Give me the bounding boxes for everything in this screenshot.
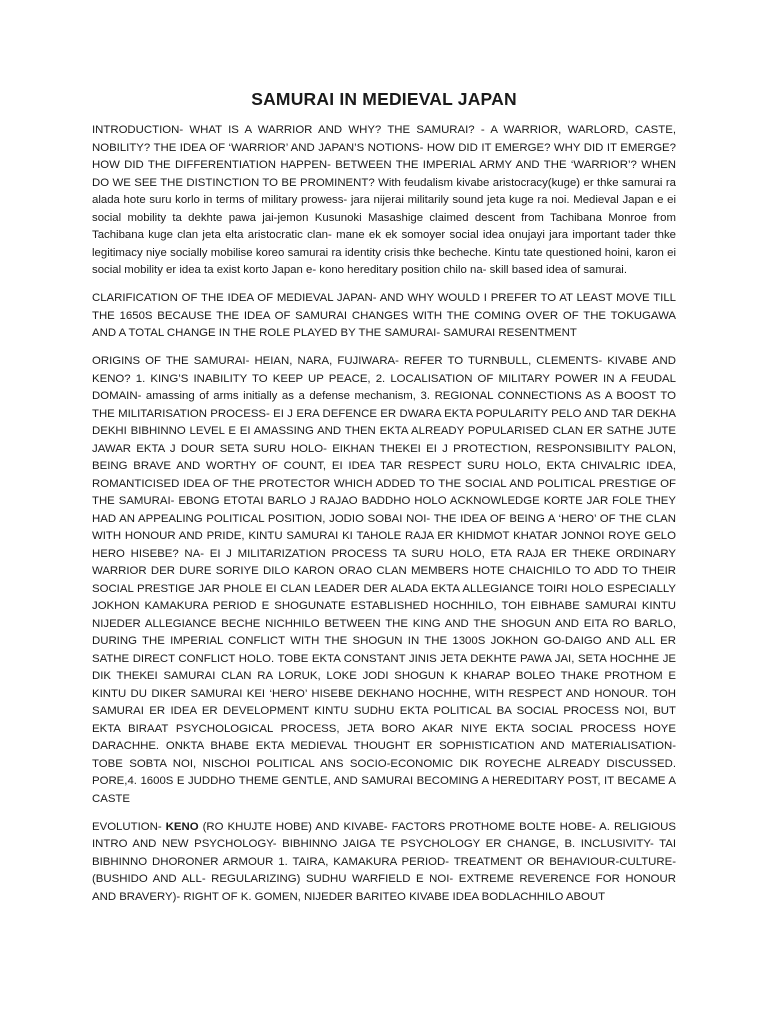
document-title: SAMURAI IN MEDIEVAL JAPAN — [251, 89, 517, 109]
paragraph-origins: ORIGINS OF THE SAMURAI- HEIAN, NARA, FUJIWARA- REFER TO TURNBULL, CLEMENTS- KIVABE AND KENO? 1. KING’S INABILITY TO KEEP UP PEACE, 2. LOCALISATION OF MILITARY POWER IN A FEUDAL DOMAIN- amassing of arms initially as a defense mechanism, 3. REGIONAL CONNECTIONS AS A BOOST TO THE MILITARISATION PROCESS- EI J ERA DEFENCE ER DWARA EKTA POPULARITY PELO AND TAR DEKHA DEKHI BIBHINNO LEVEL E EI AMASSING AND THEN EKTA ALREADY POPULARISED CLAN ER SATHE JUTE JAWAR EKTA J DOUR SETA SURU HOLO- EIKHAN THEKEI EI J PROTECTION, RESPONSIBILITY PALON, BEING BRAVE AND WORTHY OF COUNT, EI IDEA TAR RESPECT SURU HOLO, EKTA CHIVALRIC IDEA, ROMANTICISED IDEA OF THE PROTECTOR WHICH ADDED TO THE SOCIAL AND POLITICAL PRESTIGE OF THE SAMURAI- EBONG ETOTAI BARLO J RAJAO BADDHO HOLO ACKNOWLEDGE KORTE JAR FOLE THEY HAD AN APPEALING POLITICAL POSITION, JODIO SOBAI NOI- THE IDEA OF BEING A ‘HERO’ OF THE CLAN WITH HONOUR AND PRIDE, KINTU SAMURAI KI TAHOLE RAJA ER KHIDMOT KHATAR JONNOI ROYE GELO HERO HISEBE? NA- EI J MILITARIZATION PROCESS TA SURU HOLO, ETA RAJA ER THEKE ORDINARY WARRIOR DER DURE SORIYE DILO KARON ORAO CLAN MEMBERS HOTE CHAICHILO TO ADD TO THEIR SOCIAL PRESTIGE JAR PHOLE EI CLAN LEADER DER ALADA EKTA ALLEGIANCE TOIRI HOLO ESPECIALLY JOKHON KAMAKURA PERIOD E SHOGUNATE ESTABLISHED HOCHHILO, TOH EIBHABE SAMURAI KINTU NIJEDER ALLEGIANCE BECHE NICHHILO BETWEEN THE KING AND THE SHOGUN AND EITA RO BARLO, DURING THE IMPERIAL CONFLICT WITH THE SHOGUN IN THE 1300S JOKHON GO-DAIGO AND ALL ER SATHE DIRECT CONFLICT HOLO. TOBE EKTA CONSTANT JINIS JETA DEKHTE PAWA JAI, SETA HOCHHE JE DIK THEKEI SAMURAI CLAN RA LORUK, LOKE JODI SHOGUN K KHARAP BOLEO THAKE PROTHOM E KINTU DU DIKER SAMURAI KEI ‘HERO’ HISEBE DEKHANO HOCHHE, WITH RESPECT AND HONOUR. TOH SAMURAI ER IDEA ER DEVELOPMENT KINTU SUDHU EKTA POLITICAL BA SOCIAL PROCESS NOI, BUT EKTA BIRAAT PSYCHOLOGICAL PROCESS, JETA BORO AKAR NIYE EKTA SOCIAL PROCESS HOYE DARACHHE. ONKTA BHABE EKTA MEDIEVAL THOUGHT ER SOPHISTICATION AND MATERIALISATION- TOBE SOBTA NOI, NISCHOI POLITICAL ANS SOCIO-ECONOMIC DIK ROYECHE ALREADY DISCUSSED. PORE,4. 1600S E JUDDHO THEME GENTLE, AND SAMURAI BECOMING A HEREDITARY POST, IT BECAME A CASTE — [92, 355, 676, 805]
paragraph-introduction: INTRODUCTION- WHAT IS A WARRIOR AND WHY? THE SAMURAI? - A WARRIOR, WARLORD, CASTE, NOBILITY? THE IDEA OF ‘WARRIOR’ AND JAPAN’S NOTIONS- HOW DID IT EMERGE? WHY DID IT EMERGE? HOW DID THE DIFFERENTIATION HAPPEN- BETWEEN THE IMPERIAL ARMY AND THE ‘WARRIOR’? WHEN DO WE SEE THE DISTINCTION TO BE PROMINENT? With feudalism kivabe aristocracy(kuge) er thke samurai ra alada hote suru korlo in terms of military prowess- jara nijerai militarily sound jeta kuge ra noi. Medieval Japan e ei social mobility ta dekhte pawa jai-jemon Kusunoki Masashige claimed descent from Tachibana Monroe from Tachibana kuge clan jeta elta aristocratic clan- mane ek ek somoyer social idea onujayi jara important tader thke legitimacy niye socially mobilise koreo samurai ra identity crisis thke becheche. Kintu tate questioned hoini, karon ei social mobility er idea ta exist korto Japan e- kono hereditary position chilo na- skill based idea of samurai. — [92, 124, 676, 276]
paragraph-evolution — [92, 819, 676, 907]
evolution-text-start: EVOLUTION- — [92, 820, 166, 833]
evolution-bold-keyword: KENO — [165, 820, 199, 833]
paragraph-clarification: CLARIFICATION OF THE IDEA OF MEDIEVAL JAPAN- AND WHY WOULD I PREFER TO AT LEAST MOVE TILL THE 1650S BECAUSE THE IDEA OF SAMURAI CHANGES WITH THE COMING OVER OF THE TOKUGAWA AND A TOTAL CHANGE IN THE ROLE PLAYED BY THE SAMURAI- SAMURAI RESENTMENT — [92, 292, 676, 339]
evolution-text-rest: (RO KHUJTE HOBE) AND KIVABE- FACTORS PROTHOME BOLTE HOBE- A. RELIGIOUS INTRO AND NEW PSYCHOLOGY- BIBHINNO JAIGA TE PSYCHOLOGY ER CHANGE, B. INCLUSIVITY- TAI BIBHINNO DHORONER ARMOUR 1. TAIRA, KAMAKURA PERIOD- TREATMENT OR BEHAVIOUR-CULTURE-(BUSHIDO AND ALL- REGULARIZING) SUDHU WARFIELD E NOI- EXTREME REVERENCE FOR HONOUR AND BRAVERY)- RIGHT OF K. GOMEN, NIJEDER BARITEO KIVABE IDEA BODLACHHILO ABOUT — [92, 820, 676, 903]
document-page — [92, 88, 676, 917]
